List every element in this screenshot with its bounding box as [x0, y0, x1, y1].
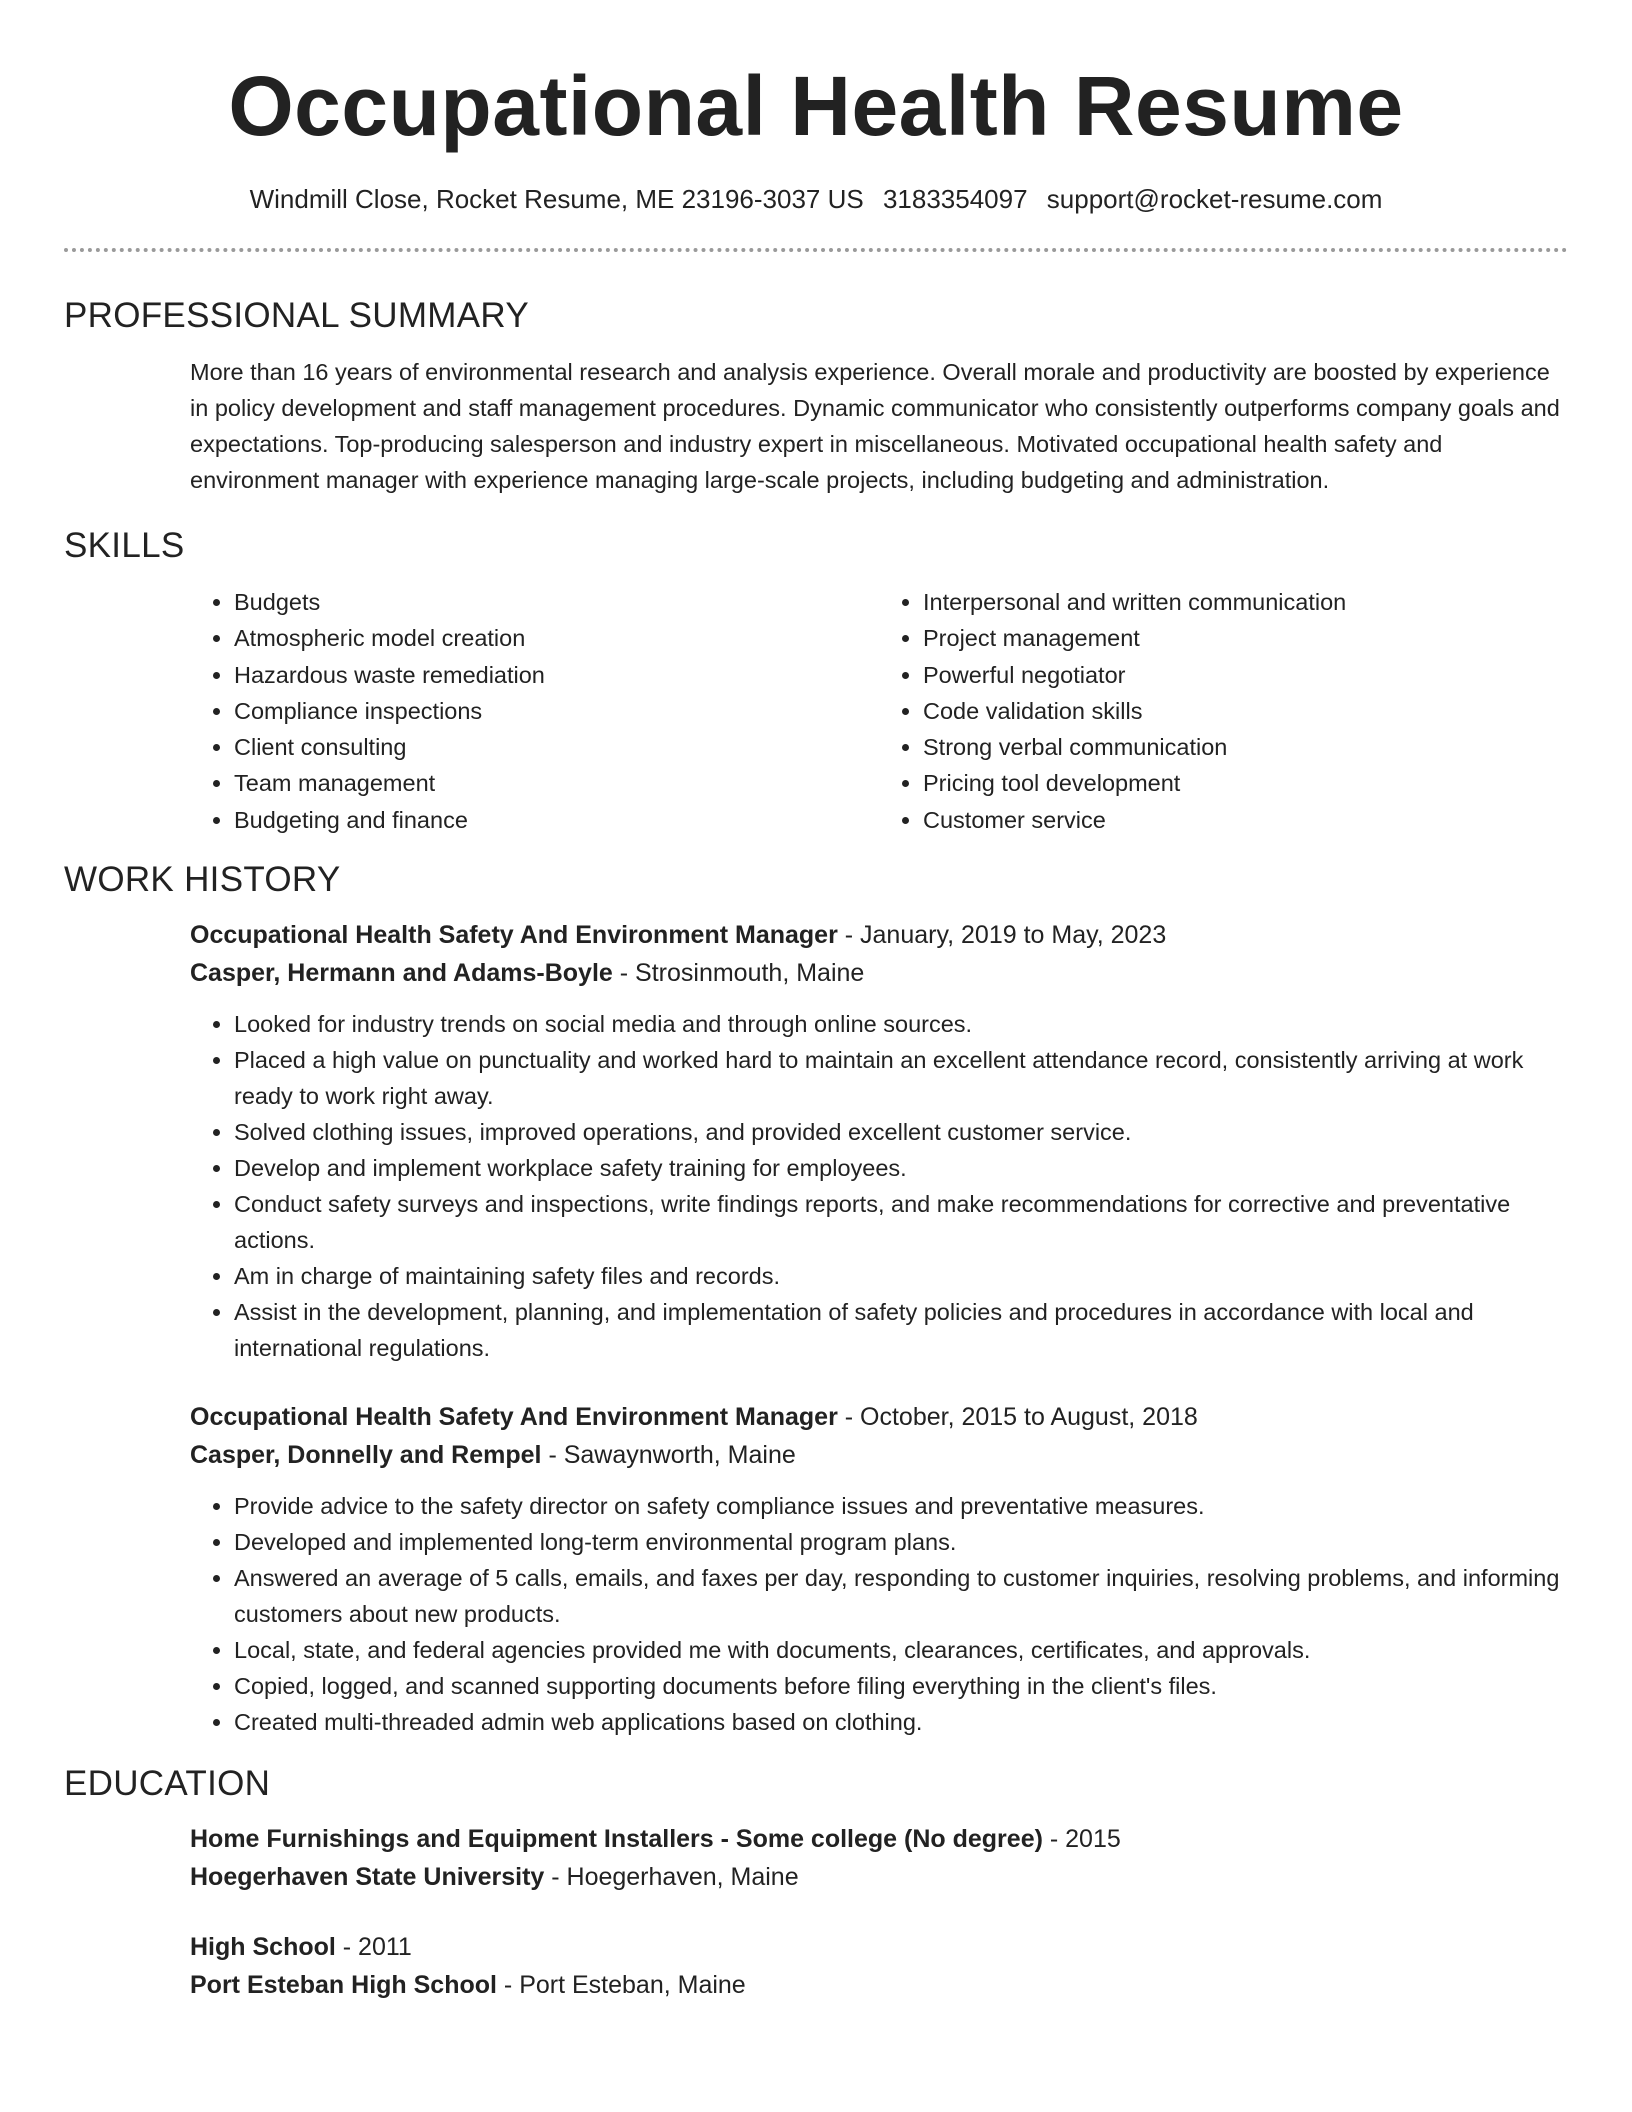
- contact-email: support@rocket-resume.com: [1046, 184, 1383, 214]
- contact-phone: 3183354097: [882, 184, 1028, 214]
- job-bullet: • Placed a high value on punctuality and worked hard to maintain an excellent attendance record, consistently arriving at work ready to work right away.: [234, 1042, 1568, 1114]
- skill-item: • Code validation skills: [923, 693, 1568, 729]
- skill-item: • Project management: [923, 620, 1568, 656]
- education-school-line: [190, 1966, 1568, 2004]
- work-body: [190, 916, 1568, 1740]
- job-title-line: [190, 916, 1568, 954]
- education-year: - 2015: [1042, 1825, 1121, 1854]
- education-degree-line: [190, 1820, 1568, 1858]
- job-company-line: [190, 1436, 1568, 1474]
- work-section: [64, 858, 1568, 1740]
- work-heading: WORK HISTORY: [64, 860, 341, 900]
- job-bullet: • Looked for industry trends on social media and through online sources.: [234, 1006, 1568, 1042]
- job-title: Occupational Health Safety And Environment Manager: [190, 1403, 838, 1432]
- skill-item: • Budgeting and finance: [234, 802, 879, 838]
- job-location: - Strosinmouth, Maine: [612, 959, 865, 988]
- skill-item: • Interpersonal and written communication: [923, 584, 1568, 620]
- education-degree: High School: [190, 1933, 336, 1962]
- job-entry: [190, 916, 1568, 1366]
- job-bullet: • Developed and implemented long-term environmental program plans.: [234, 1524, 1568, 1560]
- education-heading: EDUCATION: [64, 1764, 271, 1804]
- education-school: Hoegerhaven State University: [190, 1863, 545, 1892]
- education-section: [64, 1762, 1568, 2004]
- skill-item: • Hazardous waste remediation: [234, 657, 879, 693]
- skills-column-right: [879, 584, 1568, 838]
- job-bullets: [190, 1006, 1568, 1366]
- skill-item: • Client consulting: [234, 729, 879, 765]
- job-bullet: • Answered an average of 5 calls, emails, and faxes per day, responding to customer inquiries, resolving problems, and informing customers about new products.: [234, 1560, 1568, 1632]
- education-year: - 2011: [335, 1933, 412, 1962]
- job-bullet: • Solved clothing issues, improved operations, and provided excellent customer service.: [234, 1114, 1568, 1150]
- education-body: [190, 1820, 1568, 2004]
- job-dates: - January, 2019 to May, 2023: [837, 921, 1167, 950]
- education-entry: [190, 1928, 1568, 2004]
- education-school: Port Esteban High School: [190, 1971, 497, 2000]
- job-bullet: • Created multi-threaded admin web applications based on clothing.: [234, 1704, 1568, 1740]
- job-bullet: • Am in charge of maintaining safety files and records.: [234, 1258, 1568, 1294]
- skills-section: [64, 524, 1568, 838]
- skill-item: • Customer service: [923, 802, 1568, 838]
- contact-line: [64, 182, 1568, 216]
- summary-section: [64, 294, 1568, 498]
- job-bullet: • Assist in the development, planning, and implementation of safety policies and procedures in accordance with local and international regulations.: [234, 1294, 1568, 1366]
- job-bullets: [190, 1488, 1568, 1740]
- job-bullet: • Provide advice to the safety director on safety compliance issues and preventative measures.: [234, 1488, 1568, 1524]
- header-divider: [64, 248, 1568, 252]
- resume-page: [64, 0, 1568, 2004]
- resume-title: Occupational Health Resume: [228, 59, 1404, 153]
- skill-item: • Pricing tool development: [923, 765, 1568, 801]
- job-company: Casper, Donnelly and Rempel: [190, 1441, 542, 1470]
- education-location: - Port Esteban, Maine: [496, 1971, 746, 2000]
- skill-item: • Budgets: [234, 584, 879, 620]
- education-school-line: [190, 1858, 1568, 1896]
- job-bullet: • Local, state, and federal agencies provided me with documents, clearances, certificates, and approvals.: [234, 1632, 1568, 1668]
- education-entry: [190, 1820, 1568, 1896]
- contact-address: Windmill Close, Rocket Resume, ME 23196-3037 US: [249, 184, 864, 214]
- job-bullet: • Conduct safety surveys and inspections, write findings reports, and make recommendations for corrective and preventative actions.: [234, 1186, 1568, 1258]
- summary-text: More than 16 years of environmental research and analysis experience. Overall morale and productivity are boosted by experience in policy development and staff management procedures. Dynamic communicator who consistently outperforms company goals and expectations. Top-producing salesperson and industry expert in miscellaneous. Motivated occupational health safety and environment manager with experience managing large-scale projects, including budgeting and administration.: [190, 359, 1560, 493]
- job-location: - Sawaynworth, Maine: [541, 1441, 796, 1470]
- skill-item: • Atmospheric model creation: [234, 620, 879, 656]
- job-company: Casper, Hermann and Adams-Boyle: [190, 959, 613, 988]
- skills-heading: SKILLS: [64, 526, 185, 565]
- job-entry: [190, 1398, 1568, 1740]
- skill-item: • Powerful negotiator: [923, 657, 1568, 693]
- job-bullet: • Develop and implement workplace safety training for employees.: [234, 1150, 1568, 1186]
- job-title-line: [190, 1398, 1568, 1436]
- summary-body: [190, 354, 1568, 498]
- education-degree-line: [190, 1928, 1568, 1966]
- skill-item: • Team management: [234, 765, 879, 801]
- skill-item: • Strong verbal communication: [923, 729, 1568, 765]
- skills-grid: [190, 584, 1568, 838]
- education-degree: Home Furnishings and Equipment Installers - Some college (No degree): [190, 1825, 1043, 1854]
- job-title: Occupational Health Safety And Environment Manager: [190, 921, 838, 950]
- job-bullet: • Copied, logged, and scanned supporting documents before filing everything in the client's files.: [234, 1668, 1568, 1704]
- job-company-line: [190, 954, 1568, 992]
- summary-heading: PROFESSIONAL SUMMARY: [64, 296, 529, 335]
- job-dates: - October, 2015 to August, 2018: [837, 1403, 1198, 1432]
- education-location: - Hoegerhaven, Maine: [544, 1863, 799, 1892]
- skills-column-left: [190, 584, 879, 838]
- skill-item: • Compliance inspections: [234, 693, 879, 729]
